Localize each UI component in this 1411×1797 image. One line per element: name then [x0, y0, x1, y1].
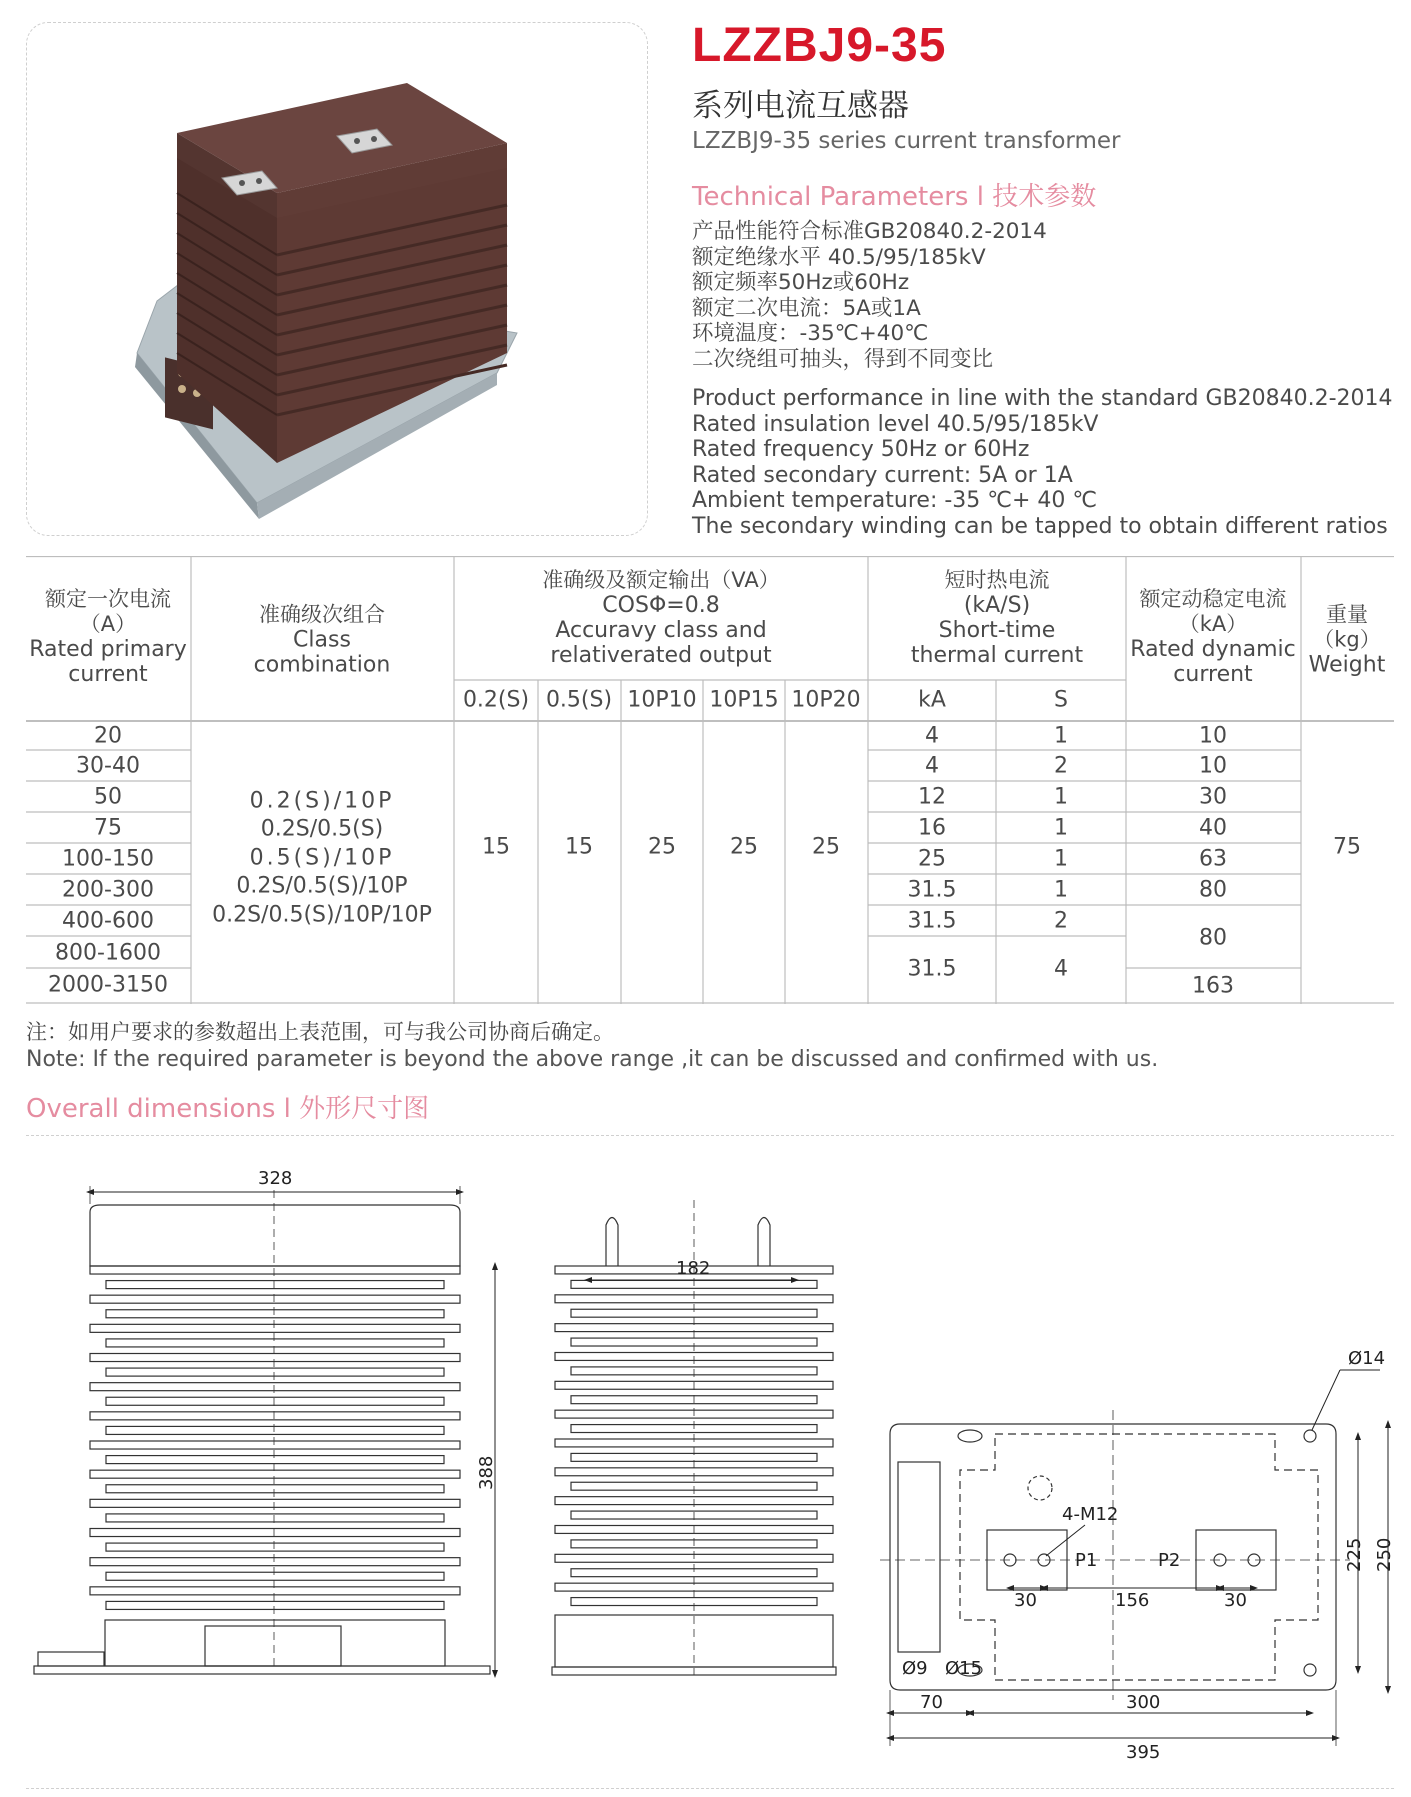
spec-line: 额定绝缘水平 40.5/95/185kV	[692, 244, 986, 270]
output-cell: 15	[565, 834, 593, 860]
header-accuracy-output: 准确级及额定输出（VA） COSΦ=0.8 Accuravy class and relativerated output	[542, 568, 780, 668]
short-time-ka-cell: 31.5	[907, 908, 957, 934]
subheader-accuracy: 0.2(S)	[462, 687, 530, 713]
subheader-short-time: kA	[918, 687, 946, 713]
cooling-fin	[106, 1543, 444, 1551]
cooling-fin	[90, 1587, 460, 1595]
dynamic-current-cell: 10	[1199, 753, 1227, 779]
class-combination-cell: 0.2S/0.5(S)/10P/10P	[212, 902, 432, 928]
short-time-s-cell: 1	[1054, 846, 1068, 872]
short-time-ka-cell: 16	[918, 815, 946, 841]
dynamic-current-cell: 80	[1199, 925, 1227, 951]
dim-225: 225	[1344, 1537, 1365, 1572]
cooling-fin	[90, 1383, 460, 1391]
specs-english	[692, 386, 1393, 539]
class-combination-cell: 0.2(S)/10P	[249, 788, 395, 814]
dim-gap-left: 30	[1014, 1590, 1037, 1611]
dim-300: 300	[1126, 1692, 1161, 1713]
dynamic-current-cell: 63	[1199, 846, 1227, 872]
header-dynamic-current: 额定动稳定电流 （kA） Rated dynamic current	[1130, 587, 1296, 687]
dim-395: 395	[1126, 1742, 1161, 1763]
short-time-ka-cell: 31.5	[907, 956, 957, 982]
base-view-drawing	[880, 1370, 1388, 1746]
spec-table	[26, 556, 1394, 1004]
short-time-s-cell: 2	[1054, 753, 1068, 779]
cooling-fin	[90, 1324, 460, 1332]
short-time-ka-cell: 4	[925, 723, 939, 749]
short-time-s-cell: 1	[1054, 723, 1068, 749]
spec-line: Rated insulation level 40.5/95/185kV	[692, 411, 1099, 437]
header-weight: 重量 （kg） Weight	[1308, 602, 1386, 678]
spec-line: Ambient temperature: -35 ℃+ 40 ℃	[692, 488, 1098, 513]
output-cell: 25	[648, 834, 676, 860]
product-photo	[27, 23, 647, 535]
dimension-drawings	[0, 1140, 1411, 1780]
cooling-fin	[90, 1354, 460, 1362]
cooling-fin	[90, 1529, 460, 1537]
output-cell: 25	[812, 834, 840, 860]
dim-gap-right: 30	[1224, 1590, 1247, 1611]
dim-front-width: 328	[258, 1168, 293, 1189]
primary-current-cell: 75	[94, 815, 122, 841]
cooling-fin	[106, 1281, 444, 1289]
model-title: LZZBJ9-35	[692, 19, 947, 72]
note-english: Note: If the required parameter is beyond the above range ,it can be discussed and confirmed with us.	[26, 1047, 1159, 1072]
cooling-fin	[90, 1470, 460, 1478]
section-divider	[26, 1135, 1394, 1136]
cooling-fin	[106, 1456, 444, 1464]
title-english: LZZBJ9-35 series current transformer	[692, 128, 1121, 154]
output-cell: 15	[482, 834, 510, 860]
cooling-fin	[106, 1514, 444, 1522]
cooling-fin	[90, 1412, 460, 1420]
cooling-fin	[106, 1426, 444, 1434]
spec-line: Product performance in line with the standard GB20840.2-2014	[692, 386, 1393, 411]
cooling-fin	[106, 1485, 444, 1493]
primary-current-cell: 800-1600	[55, 940, 161, 966]
bottom-divider	[26, 1788, 1394, 1789]
short-time-s-cell: 1	[1054, 784, 1068, 810]
spec-line: 环境温度：-35℃+40℃	[692, 321, 929, 346]
cooling-fin	[90, 1295, 460, 1303]
dim-front-height: 388	[476, 1455, 497, 1490]
subheader-accuracy: 10P15	[709, 687, 779, 713]
primary-current-cell: 2000-3150	[48, 972, 168, 998]
dim-gap-mid: 156	[1115, 1590, 1150, 1611]
short-time-s-cell: 1	[1054, 877, 1068, 903]
spec-line: Rated secondary current: 5A or 1A	[692, 462, 1073, 488]
spec-line: 额定频率50Hz或60Hz	[692, 270, 910, 295]
cooling-fin	[90, 1266, 460, 1274]
weight-cell: 75	[1333, 834, 1361, 860]
product-photo-card	[26, 22, 648, 536]
cooling-fin	[90, 1558, 460, 1566]
spec-line: 二次绕组可抽头，得到不同变比	[692, 346, 994, 372]
dynamic-current-cell: 80	[1199, 877, 1227, 903]
dim-mid-hole: Ø15	[945, 1658, 983, 1679]
primary-current-cell: 50	[94, 784, 122, 810]
cooling-fin	[106, 1397, 444, 1405]
header-class-combination: 准确级次组合 Class combination	[253, 602, 391, 678]
dim-thread: 4-M12	[1062, 1504, 1119, 1525]
spec-line: 额定二次电流：5A或1A	[692, 295, 921, 321]
dim-side-width: 182	[676, 1258, 711, 1279]
primary-current-cell: 200-300	[62, 877, 154, 903]
dynamic-current-cell: 10	[1199, 723, 1227, 749]
short-time-ka-cell: 4	[925, 753, 939, 779]
dynamic-current-cell: 40	[1199, 815, 1227, 841]
dynamic-current-cell: 30	[1199, 784, 1227, 810]
subheader-accuracy: 10P10	[627, 687, 697, 713]
cooling-fin	[90, 1441, 460, 1449]
short-time-ka-cell: 25	[918, 846, 946, 872]
class-combination-cell: 0.2S/0.5(S)/10P	[236, 873, 408, 899]
short-time-s-cell: 4	[1054, 956, 1068, 982]
primary-current-cell: 400-600	[62, 908, 154, 934]
dynamic-current-cell: 163	[1192, 973, 1234, 999]
cooling-fin	[106, 1339, 444, 1347]
output-cell: 25	[730, 834, 758, 860]
header-primary-current: 额定一次电流 （A） Rated primary current	[29, 587, 187, 687]
technical-parameters-heading: Technical Parameters l 技术参数	[692, 182, 1097, 212]
cooling-fin	[106, 1310, 444, 1318]
header-short-time: 短时热电流 (kA/S) Short-time thermal current	[910, 568, 1084, 668]
primary-current-cell: 20	[94, 723, 122, 749]
dim-hole-diameter: Ø14	[1348, 1348, 1386, 1369]
cooling-fin	[106, 1368, 444, 1376]
terminal-p2: P2	[1158, 1550, 1181, 1571]
title-chinese: 系列电流互感器	[692, 88, 909, 124]
overall-dimensions-heading: Overall dimensions l 外形尺寸图	[26, 1094, 430, 1124]
short-time-ka-cell: 12	[918, 784, 946, 810]
short-time-ka-cell: 31.5	[907, 877, 957, 903]
short-time-s-cell: 1	[1054, 815, 1068, 841]
class-combination-cell: 0.2S/0.5(S)	[260, 816, 384, 842]
class-combination-cell: 0.5(S)/10P	[249, 845, 395, 871]
spec-line: The secondary winding can be tapped to obtain different ratios	[692, 513, 1388, 539]
subheader-short-time: S	[1054, 687, 1068, 713]
specs-chinese	[692, 219, 1047, 372]
note-chinese: 注：如用户要求的参数超出上表范围，可与我公司协商后确定。	[26, 1020, 614, 1044]
spec-line: 产品性能符合标准GB20840.2-2014	[692, 219, 1047, 244]
cooling-fin	[90, 1499, 460, 1507]
subheader-accuracy: 10P20	[791, 687, 861, 713]
primary-current-cell: 30-40	[76, 753, 140, 779]
primary-current-cell: 100-150	[62, 846, 154, 872]
dim-250: 250	[1374, 1537, 1395, 1572]
dim-70: 70	[920, 1692, 943, 1713]
spec-line: Rated frequency 50Hz or 60Hz	[692, 437, 1030, 462]
dim-small-hole: Ø9	[902, 1658, 928, 1679]
short-time-s-cell: 2	[1054, 908, 1068, 934]
cooling-fin	[106, 1572, 444, 1580]
terminal-p1: P1	[1075, 1550, 1098, 1571]
cooling-fin	[106, 1601, 444, 1609]
subheader-accuracy: 0.5(S)	[545, 687, 613, 713]
front-view-drawing	[34, 1186, 495, 1674]
